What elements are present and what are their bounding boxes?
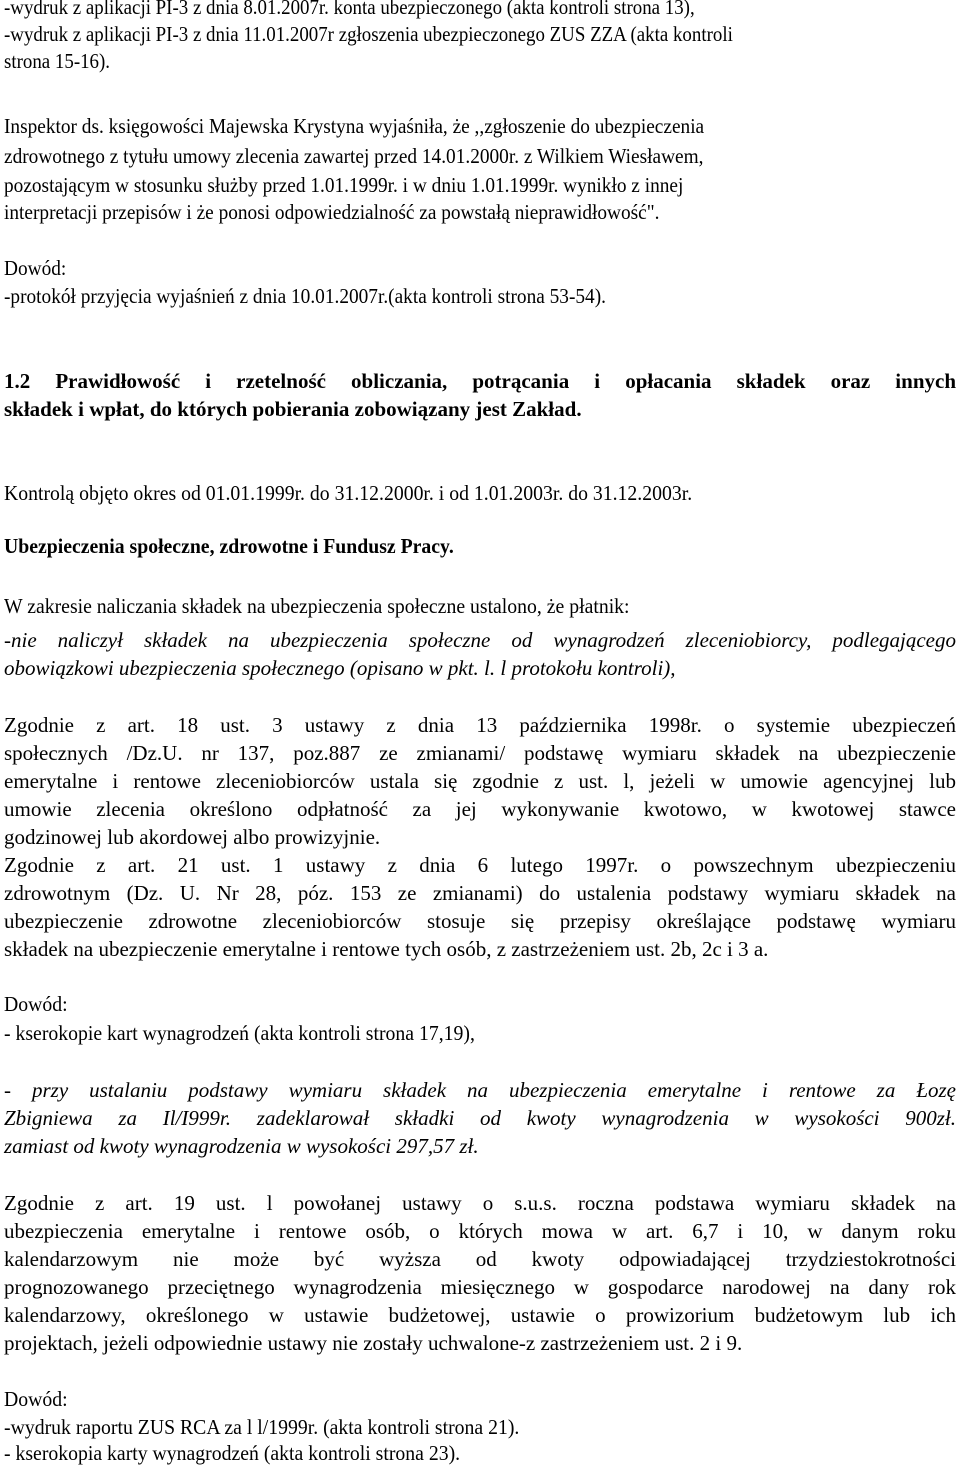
paragraph-line: ubezpieczenie zdrowotne zleceniobiorców stosuje się przepisy określające podstawę wymiaru (4, 909, 956, 933)
paragraph-line: Zgodnie z art. 21 ust. 1 ustawy z dnia 6 lutego 1997r. o powszechnym ubezpieczeniu (4, 853, 956, 877)
paragraph-line: interpretacji przepisów i że ponosi odpowiedzialność za powstałą nieprawidłowość". (4, 200, 660, 224)
paragraph-line: społecznych /Dz.U. nr 137, poz.887 ze zmianami/ podstawę wymiaru składek na ubezpieczenie (4, 741, 956, 765)
paragraph-line: zdrowotnym (Dz. U. Nr 28, póz. 153 ze zmianami) do ustalenia podstawy wymiaru składek na (4, 881, 956, 905)
paragraph-line: Zgodnie z art. 18 ust. 3 ustawy z dnia 13 października 1998r. o systemie ubezpieczeń (4, 713, 956, 737)
intro-line: -wydruk z aplikacji PI-3 z dnia 8.01.2007r. konta ubezpieczonego (akta kontroli strona 13), (4, 0, 695, 19)
evidence-item: -protokół przyjęcia wyjaśnień z dnia 10.01.2007r.(akta kontroli strona 53-54). (4, 284, 606, 308)
paragraph-line: Zgodnie z art. 19 ust. l powołanej ustawy o s.u.s. roczna podstawa wymiaru składek na (4, 1191, 956, 1215)
finding-line: obowiązkowi ubezpieczenia społecznego (opisano w pkt. l. l protokołu kontroli), (4, 656, 676, 680)
evidence-item: -wydruk raportu ZUS RCA za l l/1999r. (akta kontroli strona 21). (4, 1415, 520, 1439)
paragraph-line: godzinowej lub akordowej albo prowizyjnie. (4, 825, 381, 849)
intro-line: strona 15-16). (4, 49, 111, 73)
paragraph-line: kalendarzowy, określonego w ustawie budżetowej, ustawie o prowizorium budżetowym lub ich (4, 1303, 956, 1327)
italic-line: - przy ustalaniu podstawy wymiaru składek na ubezpieczenia emerytalne i rentowe za Łozę (4, 1078, 956, 1102)
paragraph-line: składek na ubezpieczenie emerytalne i rentowe tych osób, z zastrzeżeniem ust. 2b, 2c i 3 a. (4, 937, 769, 961)
subheading: Ubezpieczenia społeczne, zdrowotne i Fundusz Pracy. (4, 534, 454, 558)
paragraph-line: prognozowanego przeciętnego wynagrodzenia miesięcznego w gospodarce narodowej na dany rok (4, 1275, 956, 1299)
intro-line: -wydruk z aplikacji PI-3 z dnia 11.01.2007r zgłoszenia ubezpieczonego ZUS ZZA (akta kontroli (4, 22, 733, 46)
finding-line: -nie naliczył składek na ubezpieczenia społeczne od wynagrodzeń zleceniobiorcy, podlegającego (4, 628, 956, 652)
control-period: Kontrolą objęto okres od 01.01.1999r. do 31.12.2000r. i od 1.01.2003r. do 31.12.2003r. (4, 481, 693, 505)
paragraph-line: Inspektor ds. księgowości Majewska Krystyna wyjaśniła, że ,,zgłoszenie do ubezpieczenia (4, 114, 705, 138)
finding-intro: W zakresie naliczania składek na ubezpieczenia społeczne ustalono, że płatnik: (4, 594, 630, 618)
paragraph-line: umowie zlecenia określono odpłatność za jej wykonywanie kwotowo, w kwotowej stawce (4, 797, 956, 821)
paragraph-line: projektach, jeżeli odpowiednie ustawy nie zostały uchwalone-z zastrzeżeniem ust. 2 i 9. (4, 1331, 743, 1355)
evidence-item: - kserokopia karty wynagrodzeń (akta kontroli strona 23). (4, 1441, 461, 1465)
heading-line: 1.2 Prawidłowość i rzetelność obliczania, potrącania i opłacania składek oraz innych (4, 369, 956, 393)
evidence-item: - kserokopie kart wynagrodzeń (akta kontroli strona 17,19), (4, 1021, 475, 1045)
italic-line: Zbigniewa za Il/I999r. zadeklarował składki od kwoty wynagrodzenia w wysokości 900zł. (4, 1106, 956, 1130)
evidence-label: Dowód: (4, 992, 68, 1016)
paragraph-line: pozostającym w stosunku służby przed 1.01.1999r. i w dniu 1.01.1999r. wynikło z innej (4, 173, 684, 197)
paragraph-line: emerytalne i rentowe zleceniobiorców ustala się zgodnie z ust. l, jeżeli w umowie agencyjnej lub (4, 769, 956, 793)
heading-line: składek i wpłat, do których pobierania zobowiązany jest Zakład. (4, 397, 582, 421)
evidence-label: Dowód: (4, 256, 67, 280)
paragraph-line: kalendarzowym nie może być wyższa od kwoty odpowiadającej trzydziestokrotności (4, 1247, 956, 1271)
paragraph-line: zdrowotnego z tytułu umowy zlecenia zawartej przed 14.01.2000r. z Wilkiem Wiesławem, (4, 144, 704, 168)
paragraph-line: ubezpieczenia emerytalne i rentowe osób, o których mowa w art. 6,7 i 10, w danym roku (4, 1219, 956, 1243)
evidence-label: Dowód: (4, 1387, 68, 1411)
italic-line: zamiast od kwoty wynagrodzenia w wysokości 297,57 zł. (4, 1134, 479, 1158)
